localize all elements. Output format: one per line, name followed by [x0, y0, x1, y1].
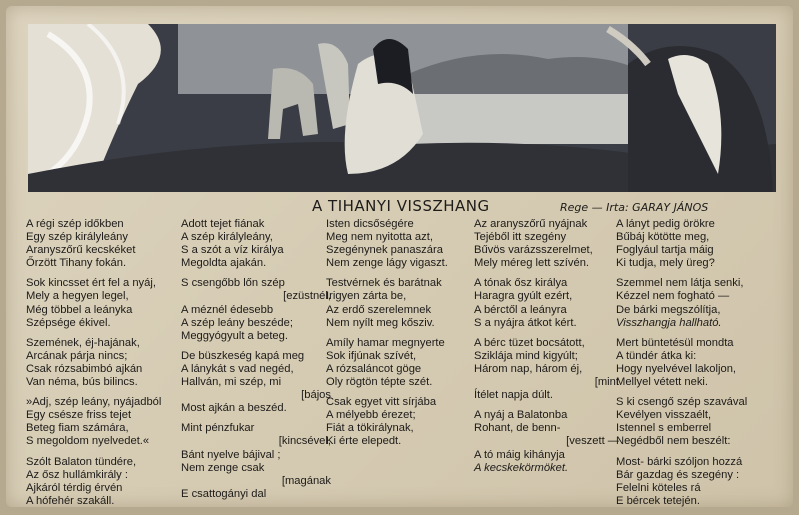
stanza	[616, 218, 781, 270]
verse-line: Sziklája mind kigyúlt;	[474, 349, 578, 362]
verse-line: Bűbáj kötötte meg,	[616, 231, 710, 244]
verse-line: A nyáj a Balatonba	[474, 409, 568, 422]
verse-line: Meg nem nyitotta azt,	[326, 231, 433, 244]
verse-line: Testvérnek és barátnak	[326, 277, 442, 290]
stanza	[26, 337, 186, 389]
stanza	[616, 337, 781, 389]
verse-line: A bérc tüzet bocsátott,	[474, 336, 585, 349]
verse-line: Tejéből itt szegény	[474, 231, 567, 244]
stanza	[326, 218, 476, 270]
verse-line: S a szót a víz királya	[181, 244, 284, 257]
verse-line: A rózsaláncot göge	[326, 362, 422, 375]
verse-line: Kevélyen visszaélt,	[616, 409, 712, 422]
stanza	[181, 218, 331, 270]
stanza	[26, 218, 186, 270]
verse-line: Még többel a leányka	[26, 303, 133, 316]
verse-line: Mert büntetésül mondta	[616, 336, 734, 349]
verse-line: Megoldta ajakán.	[181, 257, 267, 270]
verse-line: A szép leány beszéde;	[181, 316, 293, 329]
verse-line: Beteg fiam számára,	[26, 422, 129, 435]
stanza	[181, 422, 331, 501]
verse-line: Bűvös varázsszerelmet,	[474, 244, 593, 257]
verse-line: Amíly hamar megnyerte	[326, 336, 445, 349]
verse-line: Most ajkán a beszéd.	[181, 402, 287, 415]
verse-line: Ajkáról térdig érvén	[26, 481, 123, 494]
verse-line: E bércek tetején.	[616, 494, 700, 507]
stanza	[474, 409, 619, 474]
verse-line: S megoldom nyelvedet.«	[26, 435, 150, 448]
verse-line: Negédből nem beszélt:	[616, 435, 731, 448]
verse-line: Szegénynek panaszára	[326, 244, 443, 257]
verse-line: Egy szép királyleány	[26, 231, 128, 244]
verse-line: Őrzött Tihany fokán.	[26, 257, 127, 270]
verse-line: [veszett —	[566, 435, 619, 448]
stanza	[616, 277, 781, 329]
poem-column-1	[26, 218, 186, 515]
verse-line: A régi szép időkben	[26, 218, 124, 230]
verse-line: [kincsével,	[278, 435, 331, 448]
verse-line: Arcának párja nincs;	[26, 349, 128, 362]
verse-line: Nem nyílt meg kősziv.	[326, 316, 435, 329]
verse-line: A hófehér szakáll.	[26, 494, 115, 507]
verse-line: [magának	[281, 474, 331, 487]
verse-line: A bérctől a leányra	[474, 303, 567, 316]
verse-line: [ezüstnél,	[283, 290, 331, 303]
verse-line: Irigyen zárta be,	[326, 290, 407, 303]
stanza	[474, 277, 619, 329]
verse-line: A lányt pedig örökre	[616, 218, 715, 230]
verse-line: Mely méreg lett szívén.	[474, 257, 590, 270]
stanza	[181, 350, 331, 415]
verse-line: Foglyául tartja máig	[616, 244, 714, 257]
stanza	[181, 277, 331, 342]
verse-line: A kecskekörmöket.	[474, 461, 569, 474]
stanza	[474, 337, 619, 402]
stanza	[26, 396, 186, 448]
verse-line: Oly rögtön tépte szét.	[326, 376, 433, 389]
verse-line: Csak rózsabimbó ajkán	[26, 362, 143, 375]
verse-line: Istennel s emberrel	[616, 422, 712, 435]
verse-line: Adott tejet fiának	[181, 218, 265, 230]
verse-line: De bárki megszólítja,	[616, 303, 721, 316]
verse-line: Az ősz hullámkirály :	[26, 468, 128, 481]
poem-subtitle: Rege — Irta: GARAY JÁNOS	[560, 201, 709, 214]
verse-line: Nem zenge lágy vigaszt.	[326, 257, 448, 270]
verse-line: Most- bárki szóljon hozzá	[616, 455, 743, 468]
illustration-legend-scene	[28, 24, 776, 192]
verse-line: S ki csengő szép szavával	[616, 396, 748, 409]
stanza	[616, 456, 781, 508]
verse-line: Hallván, mi szép, mi	[181, 376, 282, 389]
verse-line: Kézzel nem fogható —	[616, 290, 730, 303]
verse-line: Mellyel vétett neki.	[616, 376, 709, 389]
verse-line: Hogy nyelvével lakoljon,	[616, 362, 737, 375]
verse-line: Ki érte elepedt.	[326, 435, 402, 448]
verse-line: Sok kincsset ért fel a nyáj,	[26, 277, 156, 290]
verse-line: Nem zenge csak	[181, 461, 265, 474]
verse-line: Isten dicsőségére	[326, 218, 414, 230]
verse-line: Ki tudja, mely üreg?	[616, 257, 715, 270]
verse-line: Szépsége ékivel.	[26, 316, 111, 329]
poem-title: A TIHANYI VISSZHANG	[312, 197, 490, 215]
verse-line: Három nap, három éj,	[474, 362, 583, 375]
stanza	[26, 456, 186, 508]
verse-line: A lánykát s vad negéd,	[181, 362, 294, 375]
verse-line: S csengőbb lőn szép	[181, 277, 285, 290]
verse-line: S a nyájra átkot kért.	[474, 316, 577, 329]
verse-line: Az aranyszőrű nyájnak	[474, 218, 588, 230]
stanza	[326, 396, 476, 448]
verse-line: Bár gazdag és szegény :	[616, 468, 740, 481]
verse-line: Egy csésze friss tejet	[26, 409, 132, 422]
stanza	[326, 337, 476, 389]
verse-line: [mint	[594, 376, 619, 389]
verse-line: Visszhangja hallható.	[616, 316, 722, 329]
verse-line: Meggyógyult a beteg.	[181, 329, 288, 342]
poem-column-4	[474, 218, 619, 482]
verse-line: A mélyebb érezet;	[326, 409, 416, 422]
verse-line: Szemének, éj-hajának,	[26, 336, 140, 349]
poem-column-5	[616, 218, 781, 515]
verse-line: A tó máig kihányja	[474, 448, 565, 461]
verse-line: Bánt nyelve bájival ;	[181, 448, 281, 461]
postcard	[6, 6, 793, 507]
verse-line: Van néma, bús bilincs.	[26, 376, 138, 389]
verse-line: Rohant, de benn-	[474, 422, 561, 435]
verse-line: A tündér átka ki:	[616, 349, 697, 362]
stanza	[616, 396, 781, 448]
poem-column-3	[326, 218, 476, 456]
verse-line: Ítélet napja dúlt.	[474, 389, 553, 402]
verse-line: Csak egyet vitt sírjába	[326, 396, 437, 409]
verse-line: A szép királyleány,	[181, 231, 273, 244]
verse-line: Az erdő szerelemnek	[326, 303, 432, 316]
verse-line: A tónak ősz királya	[474, 277, 568, 290]
verse-line: Mint pénzfukar	[181, 422, 255, 435]
verse-line: Mely a hegyen legel,	[26, 290, 129, 303]
verse-line: »Adj, szép leány, nyájadból	[26, 396, 162, 409]
verse-line: Haragra gyúlt ezért,	[474, 290, 573, 303]
stanza	[474, 218, 619, 270]
poem-column-2	[181, 218, 331, 508]
verse-line: Szemmel nem látja senki,	[616, 277, 744, 290]
verse-line: Fiát a tökirálynak,	[326, 422, 414, 435]
verse-line: [bájos	[301, 389, 331, 402]
stanza	[26, 277, 186, 329]
verse-line: De büszkeség kapá meg	[181, 349, 305, 362]
verse-line: E csattogányi dal	[181, 487, 267, 500]
verse-line: Szólt Balaton tündére,	[26, 455, 137, 468]
verse-line: A méznél édesebb	[181, 303, 274, 316]
verse-line: Aranyszőrű kecskéket	[26, 244, 136, 257]
verse-line: Sok ifjúnak szívét,	[326, 349, 417, 362]
stanza	[326, 277, 476, 329]
verse-line: Felelni köteles rá	[616, 481, 701, 494]
